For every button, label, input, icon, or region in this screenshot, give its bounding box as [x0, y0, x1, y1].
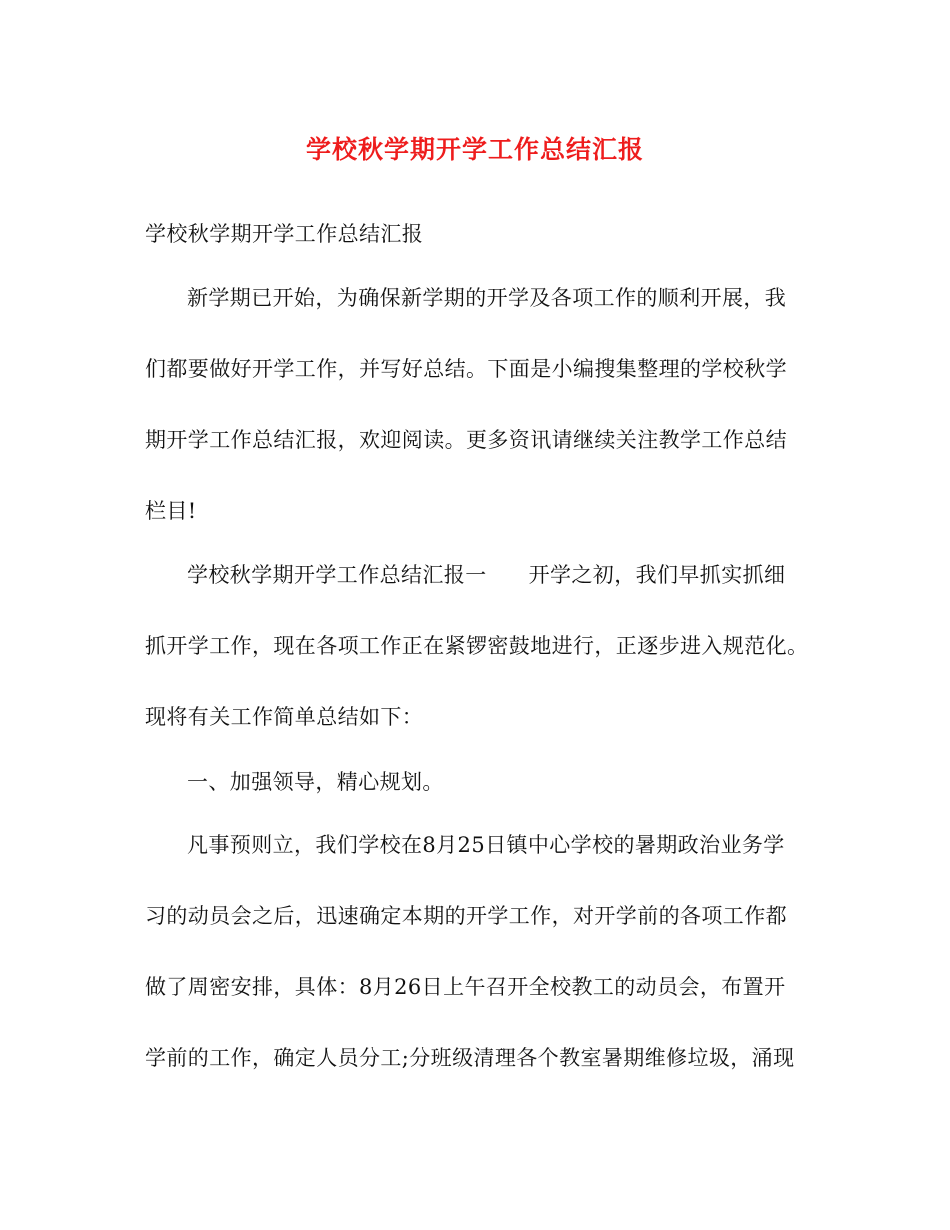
paragraph-line: 现将有关工作简单总结如下： [145, 705, 424, 729]
paragraph-line: 新学期已开始，为确保新学期的开学及各项工作的顺利开展，我 [187, 286, 787, 310]
paragraph-line: 习的动员会之后，迅速确定本期的开学工作，对开学前的各项工作都 [145, 904, 787, 928]
paragraph-line: 栏目! [145, 499, 197, 523]
paragraph-line: 凡事预则立，我们学校在8月25日镇中心学校的暑期政治业务学 [187, 833, 785, 857]
paragraph-line: 期开学工作总结汇报，欢迎阅读。更多资讯请继续关注教学工作总结 [145, 428, 787, 452]
section-heading-line: 一、加强领导，精心规划。 [187, 770, 444, 794]
paragraph-line [187, 560, 785, 590]
paragraph-line: 学前的工作，确定人员分工;分班级清理各个教室暑期维修垃圾，涌现 [145, 1046, 795, 1070]
paragraph-line: 做了周密安排，具体：8月26日上午召开全校教工的动员会，布置开 [145, 975, 786, 999]
document-title: 学校秋学期开学工作总结汇报 [305, 135, 644, 164]
section-heading-text: 学校秋学期开学工作总结汇报一 [187, 563, 487, 587]
paragraph-line: 们都要做好开学工作，并写好总结。下面是小编搜集整理的学校秋学 [145, 357, 787, 381]
subtitle-line: 学校秋学期开学工作总结汇报 [145, 222, 424, 246]
paragraph-line: 抓开学工作，现在各项工作正在紧锣密鼓地进行，正逐步进入规范化。 [145, 634, 809, 658]
paragraph-text: 开学之初，我们早抓实抓细 [528, 563, 786, 587]
